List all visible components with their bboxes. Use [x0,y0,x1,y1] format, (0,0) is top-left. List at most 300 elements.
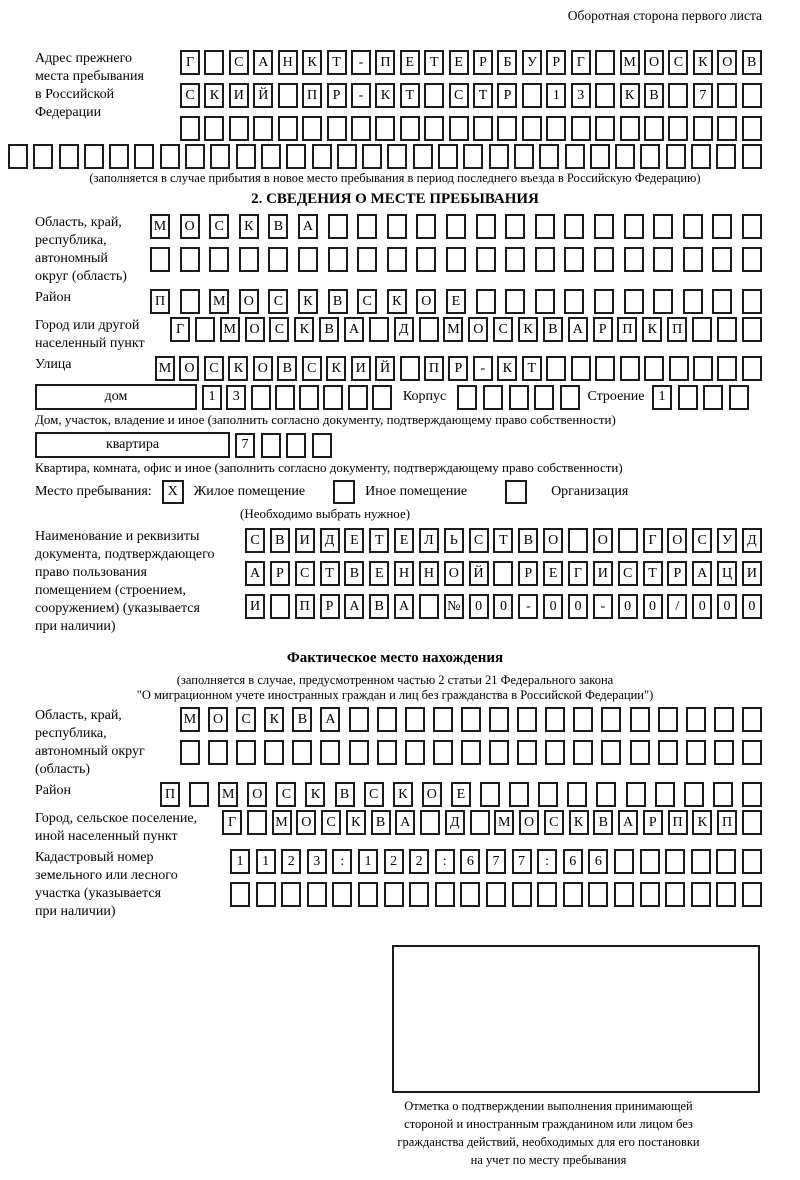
char-cell[interactable] [446,247,466,272]
char-cell[interactable] [714,740,734,765]
char-cell[interactable] [320,740,340,765]
char-cell[interactable] [357,214,377,239]
char-cell[interactable] [522,116,542,141]
char-cell[interactable] [620,116,640,141]
char-cell[interactable] [337,144,357,169]
char-cell[interactable]: Р [643,810,663,835]
char-cell[interactable] [204,50,224,75]
previous-address-row-1[interactable] [180,50,762,75]
char-cell[interactable]: Г [643,528,663,553]
char-cell[interactable]: Т [473,83,493,108]
char-cell[interactable]: Г [571,50,591,75]
char-cell[interactable] [716,882,736,907]
char-cell[interactable]: А [298,214,318,239]
char-cell[interactable] [693,356,713,381]
char-cell[interactable]: В [335,782,355,807]
char-cell[interactable] [683,289,703,314]
char-cell[interactable] [264,740,284,765]
char-cell[interactable] [275,385,295,410]
char-cell[interactable]: И [742,561,762,586]
char-cell[interactable] [588,882,608,907]
char-cell[interactable]: А [692,561,712,586]
char-cell[interactable]: М [494,810,514,835]
char-cell[interactable]: К [326,356,346,381]
char-cell[interactable] [470,810,490,835]
char-cell[interactable] [209,247,229,272]
char-cell[interactable]: К [569,810,589,835]
char-cell[interactable] [712,247,732,272]
char-cell[interactable]: Е [446,289,466,314]
char-cell[interactable] [489,707,509,732]
char-cell[interactable] [424,116,444,141]
char-cell[interactable]: Т [522,356,542,381]
char-cell[interactable]: М [218,782,238,807]
char-cell[interactable]: Г [180,50,200,75]
char-cell[interactable]: 0 [643,594,663,619]
char-cell[interactable] [665,882,685,907]
char-cell[interactable]: В [292,707,312,732]
char-cell[interactable]: 1 [546,83,566,108]
char-cell[interactable] [457,385,477,410]
char-cell[interactable] [419,317,439,342]
char-cell[interactable] [653,247,673,272]
char-cell[interactable] [742,849,762,874]
char-cell[interactable] [742,356,762,381]
char-cell[interactable] [435,882,455,907]
char-cell[interactable]: А [568,317,588,342]
char-cell[interactable]: - [351,50,371,75]
char-cell[interactable]: Г [222,810,242,835]
char-cell[interactable]: П [668,810,688,835]
apartment-cells[interactable] [235,433,332,458]
char-cell[interactable] [596,782,616,807]
char-cell[interactable]: Р [497,83,517,108]
char-cell[interactable]: Т [327,50,347,75]
char-cell[interactable] [312,433,332,458]
char-cell[interactable] [653,289,673,314]
char-cell[interactable] [624,214,644,239]
char-cell[interactable] [683,214,703,239]
char-cell[interactable]: Й [469,561,489,586]
char-cell[interactable]: 2 [384,849,404,874]
char-cell[interactable] [545,740,565,765]
char-cell[interactable] [281,882,301,907]
char-cell[interactable]: К [264,707,284,732]
char-cell[interactable]: О [543,528,563,553]
char-cell[interactable]: К [298,289,318,314]
char-cell[interactable] [683,247,703,272]
char-cell[interactable]: С [357,289,377,314]
char-cell[interactable] [716,144,736,169]
char-cell[interactable]: О [239,289,259,314]
char-cell[interactable] [535,247,555,272]
char-cell[interactable]: 3 [307,849,327,874]
char-cell[interactable] [473,116,493,141]
char-cell[interactable]: О [593,528,613,553]
char-cell[interactable]: Е [543,561,563,586]
char-cell[interactable]: К [692,810,712,835]
char-cell[interactable] [405,707,425,732]
char-cell[interactable] [84,144,104,169]
char-cell[interactable]: М [180,707,200,732]
char-cell[interactable] [571,356,591,381]
char-cell[interactable]: К [518,317,538,342]
char-cell[interactable] [537,882,557,907]
char-cell[interactable] [563,882,583,907]
previous-address-row-4[interactable] [8,144,762,169]
char-cell[interactable] [247,810,267,835]
char-cell[interactable] [180,247,200,272]
char-cell[interactable] [678,385,698,410]
char-cell[interactable]: П [295,594,315,619]
char-cell[interactable] [278,83,298,108]
char-cell[interactable]: Е [394,528,414,553]
char-cell[interactable] [261,433,281,458]
char-cell[interactable] [433,707,453,732]
char-cell[interactable] [717,83,737,108]
char-cell[interactable]: Т [493,528,513,553]
char-cell[interactable]: 0 [692,594,712,619]
char-cell[interactable]: К [228,356,248,381]
char-cell[interactable] [534,385,554,410]
char-cell[interactable] [742,214,762,239]
char-cell[interactable] [539,144,559,169]
char-cell[interactable] [299,385,319,410]
char-cell[interactable]: 1 [202,385,222,410]
char-cell[interactable]: С [364,782,384,807]
char-cell[interactable] [594,247,614,272]
char-cell[interactable] [424,83,444,108]
char-cell[interactable] [630,707,650,732]
char-cell[interactable] [653,214,673,239]
char-cell[interactable]: К [642,317,662,342]
char-cell[interactable] [357,247,377,272]
char-cell[interactable]: Т [424,50,444,75]
char-cell[interactable] [545,707,565,732]
char-cell[interactable] [655,782,675,807]
char-cell[interactable]: О [208,707,228,732]
char-cell[interactable] [298,247,318,272]
char-cell[interactable]: О [416,289,436,314]
region-row-1[interactable] [150,214,762,239]
char-cell[interactable]: О [519,810,539,835]
char-cell[interactable] [640,882,660,907]
region-row-2[interactable] [150,247,762,272]
char-cell[interactable] [573,707,593,732]
char-cell[interactable]: О [245,317,265,342]
char-cell[interactable]: Ь [444,528,464,553]
char-cell[interactable] [185,144,205,169]
char-cell[interactable] [595,356,615,381]
char-cell[interactable] [564,289,584,314]
char-cell[interactable] [742,247,762,272]
char-cell[interactable]: П [150,289,170,314]
char-cell[interactable] [461,707,481,732]
char-cell[interactable] [640,144,660,169]
char-cell[interactable]: С [321,810,341,835]
char-cell[interactable]: В [344,561,364,586]
char-cell[interactable] [409,882,429,907]
char-cell[interactable] [489,144,509,169]
char-cell[interactable]: П [667,317,687,342]
char-cell[interactable]: 1 [652,385,672,410]
char-cell[interactable]: А [320,707,340,732]
char-cell[interactable] [615,144,635,169]
char-cell[interactable]: Е [400,50,420,75]
char-cell[interactable]: С [245,528,265,553]
char-cell[interactable] [568,528,588,553]
char-cell[interactable]: С [668,50,688,75]
char-cell[interactable]: Д [320,528,340,553]
char-cell[interactable] [270,594,290,619]
char-cell[interactable] [601,707,621,732]
char-cell[interactable]: Е [449,50,469,75]
char-cell[interactable]: Г [170,317,190,342]
char-cell[interactable] [204,116,224,141]
char-cell[interactable]: В [319,317,339,342]
char-cell[interactable] [742,740,762,765]
char-cell[interactable]: К [693,50,713,75]
char-cell[interactable]: Р [327,83,347,108]
char-cell[interactable] [691,849,711,874]
char-cell[interactable]: К [302,50,322,75]
city-row[interactable] [170,317,762,342]
char-cell[interactable]: О [247,782,267,807]
char-cell[interactable]: 3 [226,385,246,410]
char-cell[interactable]: Г [568,561,588,586]
char-cell[interactable] [413,144,433,169]
char-cell[interactable] [640,849,660,874]
char-cell[interactable]: : [435,849,455,874]
char-cell[interactable]: - [351,83,371,108]
char-cell[interactable] [180,116,200,141]
char-cell[interactable]: М [155,356,175,381]
char-cell[interactable] [377,707,397,732]
char-cell[interactable]: А [245,561,265,586]
char-cell[interactable]: К [204,83,224,108]
char-cell[interactable] [400,356,420,381]
char-cell[interactable]: И [351,356,371,381]
char-cell[interactable] [565,144,585,169]
char-cell[interactable] [323,385,343,410]
other-premises-checkbox[interactable] [333,480,355,504]
char-cell[interactable] [624,289,644,314]
char-cell[interactable]: И [229,83,249,108]
char-cell[interactable]: С [692,528,712,553]
char-cell[interactable] [560,385,580,410]
char-cell[interactable] [189,782,209,807]
char-cell[interactable] [239,247,259,272]
char-cell[interactable]: С [295,561,315,586]
char-cell[interactable]: М [209,289,229,314]
char-cell[interactable]: В [277,356,297,381]
char-cell[interactable]: С [229,50,249,75]
char-cell[interactable] [278,116,298,141]
char-cell[interactable] [614,882,634,907]
char-cell[interactable] [594,214,614,239]
char-cell[interactable]: М [620,50,640,75]
char-cell[interactable]: В [593,810,613,835]
char-cell[interactable] [463,144,483,169]
char-cell[interactable] [134,144,154,169]
cadastral-row-2[interactable] [230,882,762,907]
char-cell[interactable] [33,144,53,169]
char-cell[interactable] [742,882,762,907]
char-cell[interactable]: О [644,50,664,75]
char-cell[interactable] [210,144,230,169]
char-cell[interactable]: О [444,561,464,586]
char-cell[interactable] [509,782,529,807]
char-cell[interactable] [372,385,392,410]
char-cell[interactable]: Е [451,782,471,807]
char-cell[interactable] [594,289,614,314]
cadastral-row-1[interactable] [230,849,762,874]
char-cell[interactable]: В [270,528,290,553]
char-cell[interactable]: 1 [256,849,276,874]
char-cell[interactable] [717,116,737,141]
char-cell[interactable]: К [305,782,325,807]
char-cell[interactable]: П [617,317,637,342]
char-cell[interactable]: К [387,289,407,314]
char-cell[interactable]: А [618,810,638,835]
char-cell[interactable]: К [375,83,395,108]
char-cell[interactable]: 0 [493,594,513,619]
char-cell[interactable] [595,116,615,141]
char-cell[interactable] [644,356,664,381]
char-cell[interactable]: Е [369,561,389,586]
char-cell[interactable]: О [180,214,200,239]
char-cell[interactable] [486,882,506,907]
char-cell[interactable]: О [179,356,199,381]
char-cell[interactable] [369,317,389,342]
document-row-1[interactable] [245,528,762,553]
residential-checkbox[interactable]: X [162,480,184,504]
char-cell[interactable] [286,433,306,458]
char-cell[interactable]: О [422,782,442,807]
char-cell[interactable]: С [180,83,200,108]
char-cell[interactable] [349,707,369,732]
char-cell[interactable] [419,594,439,619]
char-cell[interactable] [446,214,466,239]
char-cell[interactable] [160,144,180,169]
street-row[interactable] [155,356,762,381]
previous-address-row-3[interactable] [180,116,762,141]
char-cell[interactable]: С [469,528,489,553]
char-cell[interactable]: П [424,356,444,381]
char-cell[interactable] [150,247,170,272]
char-cell[interactable]: : [332,849,352,874]
char-cell[interactable] [286,144,306,169]
char-cell[interactable]: 7 [235,433,255,458]
char-cell[interactable]: 7 [512,849,532,874]
char-cell[interactable]: Е [344,528,364,553]
char-cell[interactable] [716,849,736,874]
char-cell[interactable]: Р [473,50,493,75]
char-cell[interactable] [480,782,500,807]
char-cell[interactable] [327,116,347,141]
char-cell[interactable] [546,356,566,381]
char-cell[interactable]: 2 [281,849,301,874]
char-cell[interactable]: С [493,317,513,342]
char-cell[interactable]: С [269,317,289,342]
house-cells[interactable] [202,385,392,410]
char-cell[interactable] [691,882,711,907]
char-cell[interactable] [420,810,440,835]
char-cell[interactable] [595,83,615,108]
district-row[interactable] [150,289,762,314]
char-cell[interactable]: К [239,214,259,239]
document-row-2[interactable] [245,561,762,586]
char-cell[interactable] [742,707,762,732]
char-cell[interactable] [307,882,327,907]
char-cell[interactable]: В [328,289,348,314]
char-cell[interactable] [564,247,584,272]
char-cell[interactable]: В [268,214,288,239]
char-cell[interactable]: 1 [230,849,250,874]
char-cell[interactable] [208,740,228,765]
char-cell[interactable]: Н [419,561,439,586]
char-cell[interactable]: 0 [618,594,638,619]
korpus-cells[interactable] [457,385,580,410]
char-cell[interactable] [665,849,685,874]
char-cell[interactable] [713,782,733,807]
char-cell[interactable] [251,385,271,410]
char-cell[interactable] [332,882,352,907]
char-cell[interactable] [668,83,688,108]
char-cell[interactable] [717,317,737,342]
char-cell[interactable] [261,144,281,169]
char-cell[interactable] [256,882,276,907]
char-cell[interactable]: В [371,810,391,835]
char-cell[interactable] [349,740,369,765]
char-cell[interactable]: № [444,594,464,619]
char-cell[interactable] [618,528,638,553]
char-cell[interactable]: М [272,810,292,835]
char-cell[interactable]: Т [369,528,389,553]
char-cell[interactable]: А [344,317,364,342]
char-cell[interactable] [601,740,621,765]
char-cell[interactable]: 0 [543,594,563,619]
char-cell[interactable] [362,144,382,169]
char-cell[interactable]: - [473,356,493,381]
stroenie-cells[interactable] [652,385,749,410]
char-cell[interactable] [384,882,404,907]
char-cell[interactable] [567,782,587,807]
char-cell[interactable] [387,247,407,272]
char-cell[interactable]: К [346,810,366,835]
char-cell[interactable] [400,116,420,141]
char-cell[interactable] [620,356,640,381]
char-cell[interactable] [405,740,425,765]
char-cell[interactable]: И [295,528,315,553]
char-cell[interactable]: 6 [588,849,608,874]
char-cell[interactable] [686,740,706,765]
char-cell[interactable]: Р [667,561,687,586]
char-cell[interactable] [312,144,332,169]
char-cell[interactable]: П [302,83,322,108]
char-cell[interactable]: С [209,214,229,239]
char-cell[interactable]: А [394,594,414,619]
char-cell[interactable] [693,116,713,141]
char-cell[interactable] [691,144,711,169]
actual-city-row[interactable] [222,810,762,835]
char-cell[interactable]: 2 [409,849,429,874]
char-cell[interactable] [489,740,509,765]
char-cell[interactable]: К [294,317,314,342]
char-cell[interactable]: С [618,561,638,586]
char-cell[interactable]: С [268,289,288,314]
char-cell[interactable] [712,289,732,314]
